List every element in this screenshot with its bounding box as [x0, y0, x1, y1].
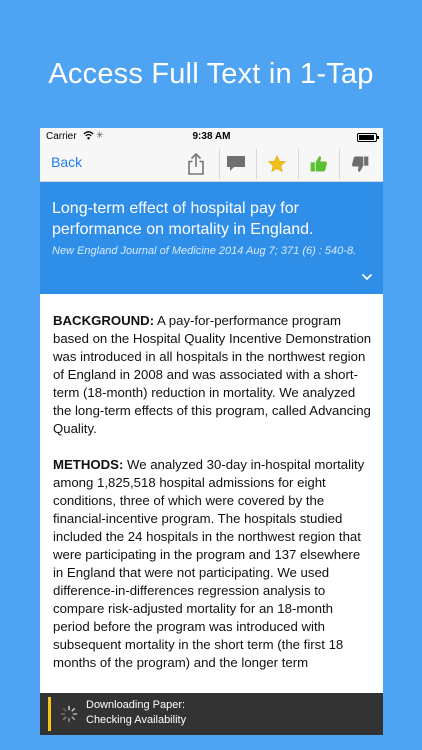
comment-icon[interactable]	[221, 150, 251, 178]
app-screen	[40, 128, 383, 735]
background-text: A pay-for-performance program based on the Hospital Quality Incentive Demonstration was introduced in all hospitals in the northwest region of England in 2008 and was associated with a short-term (18-month) reduction in mortality. We analyzed the long-term effects of this program, called Advancing Quality.	[53, 313, 372, 436]
share-icon[interactable]	[181, 150, 211, 178]
status-time: 9:38 AM	[192, 131, 231, 142]
status-bar	[40, 128, 383, 145]
download-accent	[48, 697, 51, 731]
toolbar-divider	[219, 149, 220, 179]
abstract-body	[53, 312, 373, 690]
toolbar-divider	[256, 149, 257, 179]
download-status-bar	[40, 693, 383, 735]
chevron-down-icon[interactable]	[361, 268, 373, 286]
download-title: Downloading Paper:	[86, 699, 186, 711]
background-heading: BACKGROUND:	[53, 313, 155, 328]
activity-icon: ✳	[96, 130, 104, 140]
carrier-label: Carrier	[46, 131, 77, 142]
toolbar-divider	[298, 149, 299, 179]
methods-text: We analyzed 30-day in-hospital mortality among 1,825,518 hospital admissions for eight conditions, three of which were covered by the financial-incentive program. The hospitals studied included the 24 hospitals in the northwest region that were participating in the program and 137 elsewhere in England that were not participating. We used difference-in-differences regression analysis to compare risk-adjusted mortality for an 18-month period before the program was introduced with subsequent mortality in the short term (the first 18 months of the program) and the longer term	[53, 457, 365, 670]
article-citation: New England Journal of Medicine 2014 Aug 7; 371 (6) : 540-8.	[52, 245, 357, 257]
methods-heading: METHODS:	[53, 457, 124, 472]
article-header	[40, 182, 383, 294]
battery-icon	[357, 133, 377, 142]
article-title: Long-term effect of hospital pay for performance on mortality in England.	[52, 200, 314, 238]
abstract-background	[53, 312, 373, 438]
toolbar-divider	[339, 149, 340, 179]
back-button[interactable]: Back	[51, 154, 83, 170]
abstract-methods	[53, 456, 373, 672]
thumbs-up-icon[interactable]	[304, 150, 334, 178]
download-status: Checking Availability	[86, 714, 187, 726]
promo-headline: Access Full Text in 1-Tap	[48, 58, 374, 90]
star-icon[interactable]	[262, 150, 292, 178]
toolbar	[40, 145, 383, 182]
loading-spinner-icon	[60, 705, 78, 728]
thumbs-down-icon[interactable]	[345, 150, 375, 178]
